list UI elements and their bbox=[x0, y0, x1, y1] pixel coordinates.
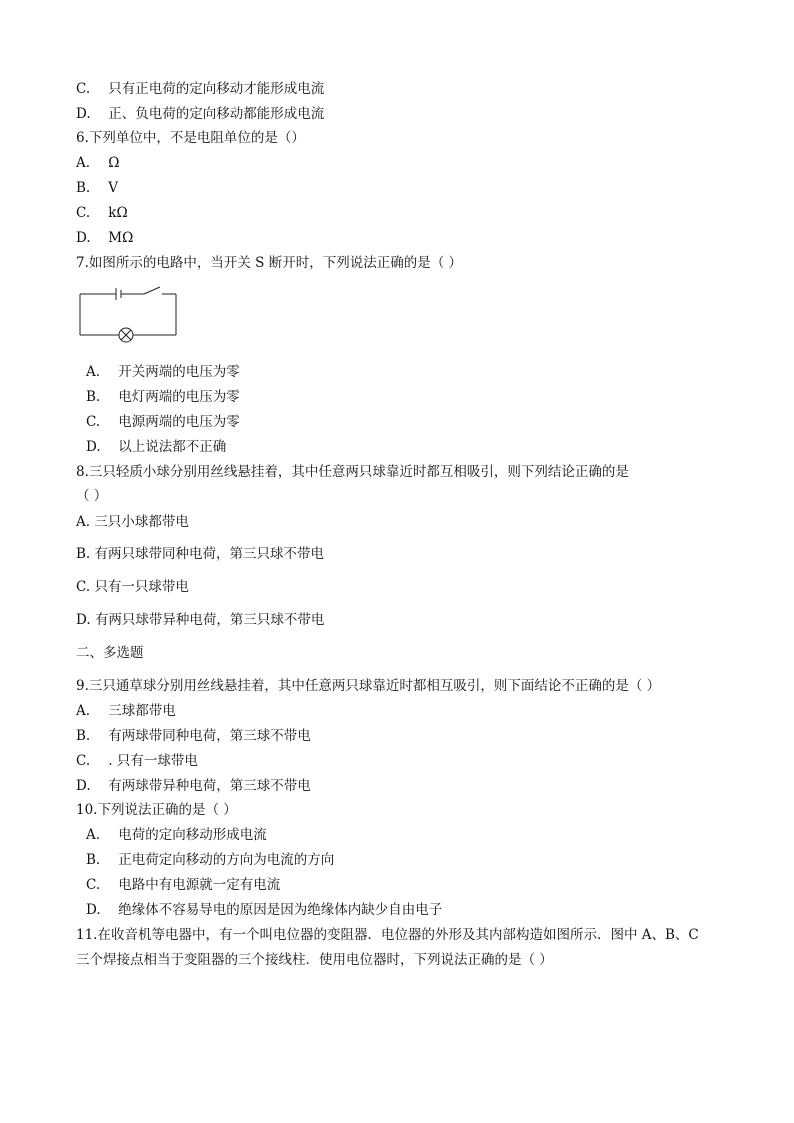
q6-stem: 6.下列单位中，不是电阻单位的是（） bbox=[76, 130, 305, 146]
q8-option-b bbox=[76, 545, 324, 563]
option-text: 正电荷定向移动的方向为电流的方向 bbox=[118, 852, 335, 868]
option-label: D. bbox=[86, 902, 101, 918]
option-label: A. bbox=[86, 827, 101, 843]
q9-option-c bbox=[76, 752, 198, 770]
option-label: B. bbox=[76, 728, 91, 744]
q9-option-b bbox=[76, 727, 311, 745]
option-text: kΩ bbox=[108, 205, 128, 221]
q6-option-c bbox=[76, 204, 128, 222]
option-label: C. bbox=[76, 753, 91, 769]
q10-option-c bbox=[86, 876, 280, 894]
q5-option-c bbox=[76, 80, 324, 98]
option-label: A. bbox=[76, 703, 91, 719]
option-text: 有两球带同种电荷，第三球不带电 bbox=[108, 728, 311, 744]
q6-option-a bbox=[76, 154, 120, 172]
q6-option-b bbox=[76, 179, 118, 197]
q10-option-a bbox=[86, 826, 267, 844]
option-label: D. bbox=[76, 778, 91, 794]
q7-option-c bbox=[86, 413, 240, 431]
option-text: 只有正电荷的定向移动才能形成电流 bbox=[108, 81, 325, 97]
option-label: C. bbox=[86, 414, 101, 430]
q7-stem: 7.如图所示的电路中，当开关 S 断开时，下列说法正确的是（ ） bbox=[76, 255, 463, 271]
option-label: B. bbox=[76, 180, 91, 196]
option-text: V bbox=[108, 180, 119, 196]
q8-option-c bbox=[76, 578, 189, 596]
q10-option-d bbox=[86, 901, 442, 919]
option-text: 电路中有电源就一定有电流 bbox=[118, 877, 281, 893]
q9-option-d bbox=[76, 777, 311, 795]
option-text: 有两球带异种电荷，第三球不带电 bbox=[108, 778, 311, 794]
option-text: 三只小球都带电 bbox=[94, 514, 189, 530]
q7-option-a bbox=[86, 363, 240, 381]
option-text: 开关两端的电压为零 bbox=[118, 364, 240, 380]
option-text: 有两只球带同种电荷，第三只球不带电 bbox=[94, 546, 325, 562]
option-label: B. bbox=[86, 389, 101, 405]
option-label: A. bbox=[86, 364, 101, 380]
option-label: C. bbox=[86, 877, 101, 893]
option-text: 电荷的定向移动形成电流 bbox=[118, 827, 267, 843]
option-text: 只有一只球带电 bbox=[94, 579, 189, 595]
q11-stem-line2: 三个焊接点相当于变阻器的三个接线柱．使用电位器时，下列说法正确的是（ ） bbox=[76, 952, 553, 968]
option-text: 电源两端的电压为零 bbox=[118, 414, 240, 430]
q9-stem: 9.三只通草球分别用丝线悬挂着，其中任意两只球靠近时都相互吸引，则下面结论不正确的是（ ） bbox=[76, 678, 661, 694]
option-label: A. bbox=[76, 514, 91, 530]
switch-blade bbox=[144, 287, 160, 294]
option-text: 有两只球带异种电荷，第三只球不带电 bbox=[94, 612, 325, 628]
q6-option-d bbox=[76, 229, 133, 247]
q7-option-b bbox=[86, 388, 240, 406]
option-label: D. bbox=[76, 106, 91, 122]
option-label: B. bbox=[76, 546, 91, 562]
q8-stem: 8.三只轻质小球分别用丝线悬挂着，其中任意两只球靠近时都互相吸引，则下列结论正确的是 bbox=[76, 464, 629, 480]
q10-stem: 10.下列说法正确的是（ ） bbox=[76, 802, 237, 818]
option-text: 绝缘体不容易导电的原因是因为绝缘体内缺少自由电子 bbox=[118, 902, 443, 918]
option-text: . 只有一球带电 bbox=[108, 753, 198, 769]
option-label: A. bbox=[76, 155, 91, 171]
q9-option-a bbox=[76, 702, 176, 720]
q7-option-d bbox=[86, 438, 226, 456]
option-label: D. bbox=[76, 612, 91, 628]
option-text: MΩ bbox=[108, 230, 134, 246]
option-label: C. bbox=[76, 205, 91, 221]
option-label: C. bbox=[76, 579, 91, 595]
q8-answer-paren: （ ） bbox=[76, 488, 108, 504]
option-label: D. bbox=[76, 230, 91, 246]
option-text: 正、负电荷的定向移动都能形成电流 bbox=[108, 106, 325, 122]
option-label: B. bbox=[86, 852, 101, 868]
section-title: 二、多选题 bbox=[76, 645, 144, 661]
circuit-diagram bbox=[76, 283, 186, 343]
option-text: 以上说法都不正确 bbox=[118, 439, 227, 455]
option-text: 三球都带电 bbox=[108, 703, 176, 719]
option-label: C. bbox=[76, 81, 91, 97]
q10-option-b bbox=[86, 851, 334, 869]
q8-option-d bbox=[76, 611, 324, 629]
option-text: 电灯两端的电压为零 bbox=[118, 389, 240, 405]
q11-stem-line1: 11.在收音机等电器中，有一个叫电位器的变阻器．电位器的外形及其内部构造如图所示．图中 A、B、C bbox=[76, 927, 699, 943]
option-label: D. bbox=[86, 439, 101, 455]
option-text: Ω bbox=[108, 155, 120, 171]
q8-option-a bbox=[76, 513, 189, 531]
q5-option-d bbox=[76, 105, 324, 123]
